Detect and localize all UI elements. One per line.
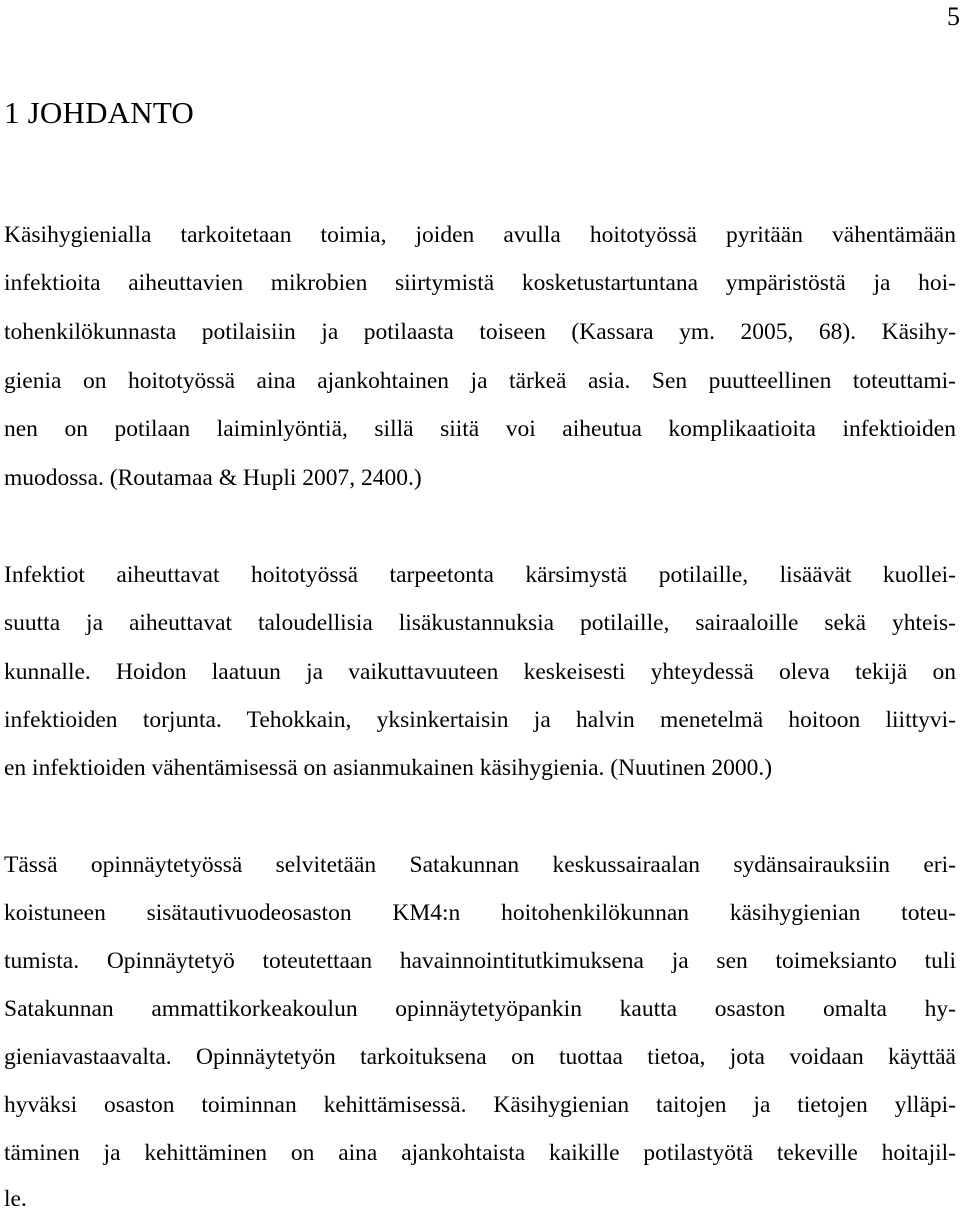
paragraph-line: tumista. Opinnäytetyö toteutettaan havainnointitutkimuksena ja sen toimeksianto tuli: [4, 948, 956, 974]
paragraph-line: tohenkilökunnasta potilaisiin ja potilaasta toiseen (Kassara ym. 2005, 68). Käsihy-: [4, 319, 956, 345]
paragraph-line: muodossa. (Routamaa & Hupli 2007, 2400.): [4, 465, 422, 491]
paragraph-line: suutta ja aiheuttavat taloudellisia lisäkustannuksia potilaille, sairaaloille sekä yhteis-: [4, 610, 956, 636]
paragraph-line: Infektiot aiheuttavat hoitotyössä tarpeetonta kärsimystä potilaille, lisäävät kuollei-: [4, 562, 956, 588]
paragraph-line: koistuneen sisätautivuodeosaston KM4:n hoitohenkilökunnan käsihygienian toteu-: [4, 900, 956, 926]
paragraph-line: kunnalle. Hoidon laatuun ja vaikuttavuuteen keskeisesti yhteydessä oleva tekijä on: [4, 659, 956, 685]
paragraph-line: Satakunnan ammattikorkeakoulun opinnäytetyöpankin kautta osaston omalta hy-: [4, 996, 956, 1022]
paragraph-line: infektioiden torjunta. Tehokkain, yksinkertaisin ja halvin menetelmä hoitoon liittyvi-: [4, 707, 956, 733]
paragraph-line: gieniavastaavalta. Opinnäytetyön tarkoituksena on tuottaa tietoa, jota voidaan käyttää: [4, 1044, 956, 1070]
page-number: 5: [947, 2, 960, 31]
paragraph-line: täminen ja kehittäminen on aina ajankohtaista kaikille potilastyötä tekeville hoitajil-: [4, 1140, 956, 1166]
paragraph-line: infektioita aiheuttavien mikrobien siirtymistä kosketustartuntana ympäristöstä ja hoi-: [4, 270, 956, 296]
paragraph-line: le.: [4, 1186, 27, 1212]
paragraph-line: nen on potilaan laiminlyöntiä, sillä siitä voi aiheutua komplikaatioita infektioiden: [4, 416, 956, 442]
paragraph-line: Käsihygienialla tarkoitetaan toimia, joiden avulla hoitotyössä pyritään vähentämään: [4, 222, 956, 248]
section-heading: 1 JOHDANTO: [4, 95, 195, 130]
paragraph-line: gienia on hoitotyössä aina ajankohtainen ja tärkeä asia. Sen puutteellinen toteuttami-: [4, 368, 956, 394]
paragraph-line: Tässä opinnäytetyössä selvitetään Satakunnan keskussairaalan sydänsairauksiin eri-: [4, 852, 956, 878]
paragraph-line: hyväksi osaston toiminnan kehittämisessä. Käsihygienian taitojen ja tietojen ylläpi-: [4, 1092, 956, 1118]
paragraph-line: en infektioiden vähentämisessä on asianmukainen käsihygienia. (Nuutinen 2000.): [4, 755, 773, 781]
